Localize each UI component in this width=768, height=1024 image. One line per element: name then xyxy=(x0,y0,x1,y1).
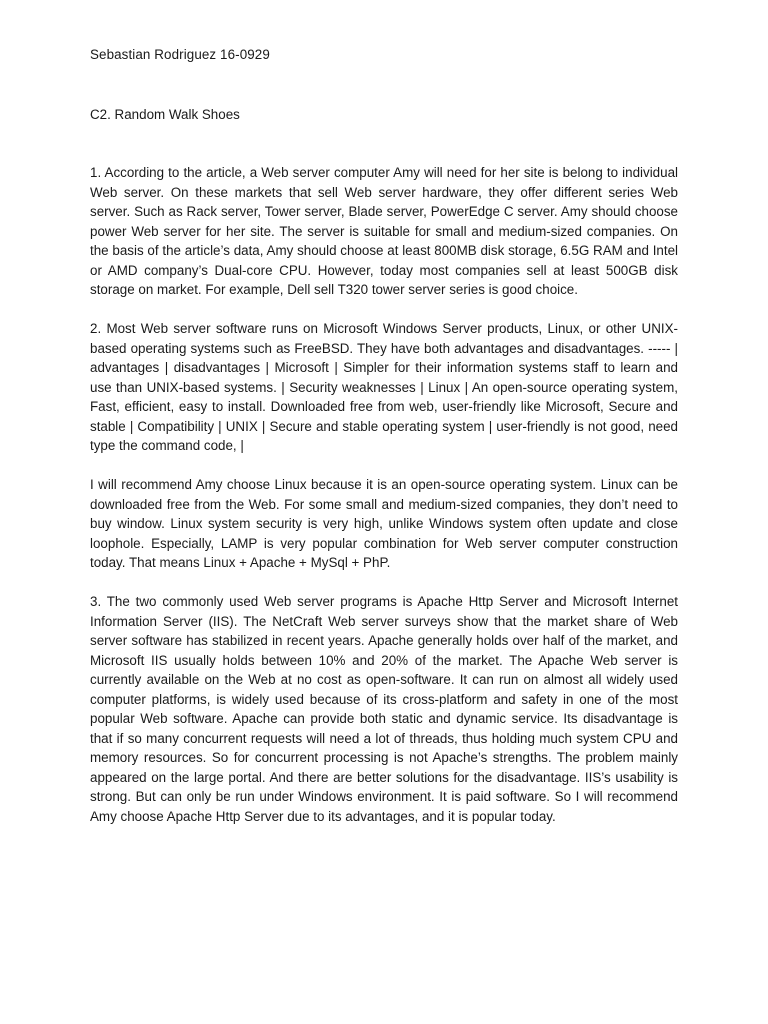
document-page xyxy=(90,45,678,846)
paragraph-3: I will recommend Amy choose Linux because it is an open-source operating system. Linux can be downloaded free from the Web. For some small and medium-sized companies, they don’t need to buy window. Linux system security is very high, unlike Windows system often update and close loophole. Especially, LAMP is very popular combination for Web server computer construction today. That means Linux + Apache + MySql + PhP. xyxy=(90,477,678,570)
author-line: Sebastian Rodriguez 16-0929 xyxy=(90,47,270,62)
document-title: C2. Random Walk Shoes xyxy=(90,106,240,122)
paragraph-1: 1. According to the article, a Web server computer Amy will need for her site is belong to individual Web server. On these markets that sell Web server hardware, they offer different series Web server. Such as Rack server, Tower server, Blade server, PowerEdge C server. Amy should choose power Web server for her site. The server is suitable for small and medium-sized companies. On the basis of the article’s data, Amy should choose at least 800MB disk storage, 6.5G RAM and Intel or AMD company’s Dual-core CPU. However, today most companies sell at least 500GB disk storage on market. For example, Dell sell T320 tower server series is good choice. xyxy=(90,165,678,297)
paragraph-2: 2. Most Web server software runs on Microsoft Windows Server products, Linux, or other UNIX-based operating systems such as FreeBSD. They have both advantages and disadvantages. ----- | advantages | disadvantages | Microsoft | Simpler for their information systems staff to learn and use than UNIX-based systems. | Security weaknesses | Linux | An open-source operating system, Fast, efficient, easy to install. Downloaded free from web, user-friendly like Microsoft, Secure and stable | Compatibility | UNIX | Secure and stable operating system | user-friendly is not good, need type the command code, | xyxy=(90,321,678,453)
paragraph-4: 3. The two commonly used Web server programs is Apache Http Server and Microsoft Internet Information Server (IIS). The NetCraft Web server surveys show that the market share of Web server software has stabilized in recent years. Apache generally holds over half of the market, and Microsoft IIS usually holds between 10% and 20% of the market. The Apache Web server is currently available on the Web at no cost as open-software. It can run on almost all widely used computer platforms, is widely used because of its cross-platform and safety in one of the most popular Web software. Apache can provide both static and dynamic service. Its disadvantage is that if so many concurrent requests will need a lot of threads, thus holding much system CPU and memory resources. So for concurrent processing is not Apache’s strengths. The problem mainly appeared on the large portal. And there are better solutions for the disadvantage. IIS’s usability is strong. But can only be run under Windows environment. It is paid software. So I will recommend Amy choose Apache Http Server due to its advantages, and it is popular today. xyxy=(90,594,678,824)
